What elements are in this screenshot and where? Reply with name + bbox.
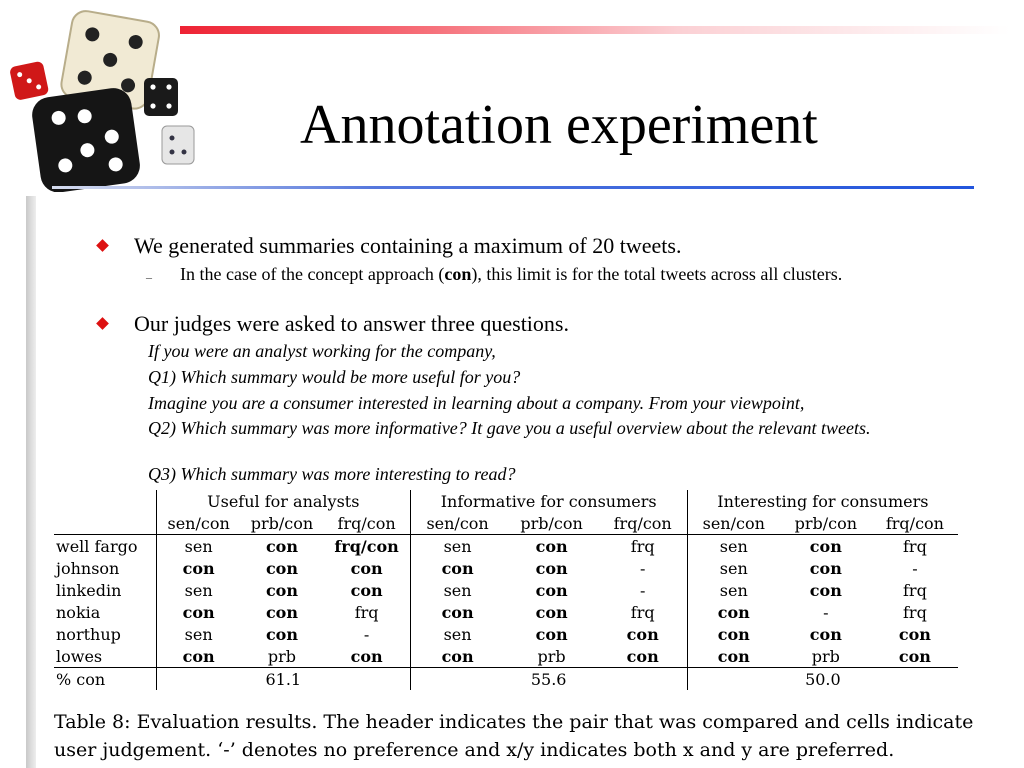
table-cell: con [599,645,688,668]
row-label: northup [56,624,121,644]
row-label: lowes [54,645,157,668]
table-cell: sen [157,623,241,645]
table-cell: con [809,580,842,600]
column-header: sen/con [410,512,505,535]
table-row [54,601,958,623]
column-header: frq/con [872,512,958,535]
table-cell: con [410,557,505,579]
slide-title: Annotation experiment [300,94,818,156]
group-header: Informative for consumers [410,490,687,512]
group-header: Useful for analysts [157,490,411,512]
left-side-bar [26,196,36,768]
table-cell: con [626,624,659,644]
table-cell: - [823,602,829,622]
bullet-1-text: We generated summaries containing a maximum of 20 tweets. [134,233,682,258]
table-cell: frq [903,602,927,622]
sub-bullet-bold: con [444,264,472,284]
table-cell: frq [903,580,927,600]
table-cell: con [410,601,505,623]
dash-bullet-icon: – [146,270,152,284]
table-row [54,579,958,601]
table-cell: sen [687,579,780,601]
table-cell: con [410,645,505,668]
dice-image [8,8,198,192]
table-cell: - [912,558,918,578]
summary-label: % con [56,669,106,689]
table-cell: prb [240,645,323,668]
table-cell: prb [505,645,599,668]
table-cell: frq [630,602,655,622]
table-cell: sen [410,623,505,645]
table-cell: con [265,536,298,556]
table-cell: con [898,624,931,644]
question-line: Q3) Which summary was more interesting to read? [148,464,516,484]
table-cell: con [809,624,842,644]
table-cell: sen [410,579,505,601]
row-label: well fargo [56,536,138,556]
table-cell: con [157,557,241,579]
table-cell: con [535,558,568,578]
column-header: frq/con [599,512,688,535]
table-cell: - [363,624,370,644]
table-cell: sen [410,535,505,558]
table-cell: con [157,645,241,668]
summary-value: 55.6 [410,668,687,691]
evaluation-table [54,490,958,690]
bullet-2 [134,311,994,337]
question-line: Q1) Which summary would be more useful for you? [148,367,521,387]
sub-bullet [180,264,920,285]
column-header: sen/con [157,512,241,535]
table-cell: con [350,558,383,578]
table-group-header [54,490,958,512]
table-cell: - [639,558,646,578]
column-header: prb/con [780,512,872,535]
summary-value: 50.0 [687,668,958,691]
table-row [54,623,958,645]
diamond-bullet-icon [96,317,109,330]
table-row [54,557,958,579]
table-column-header [54,512,958,535]
table-cell: con [687,645,780,668]
table-cell: con [687,623,780,645]
table-body [54,535,958,668]
sub-bullet-after: ), this limit is for the total tweets across all clusters. [471,264,843,284]
table-cell: frq [903,536,927,556]
table-cell: sen [157,579,241,601]
table-cell: con [265,624,298,644]
table-cell: frq [630,536,655,556]
summary-row [54,668,958,691]
table-cell: con [157,601,241,623]
row-label: nokia [56,602,101,622]
column-header: frq/con [324,512,410,535]
table-cell: prb [780,645,872,668]
table-cell: frq/con [334,536,399,556]
table-cell: sen [687,557,780,579]
bullet-2-text: Our judges were asked to answer three questions. [134,311,569,336]
table-cell: con [324,645,410,668]
question-line: Q2) Which summary was more informative? It gave you a useful overview about the relevant tweets. [148,418,871,438]
column-header: prb/con [505,512,599,535]
table-cell: - [639,580,646,600]
summary-value: 61.1 [157,668,411,691]
column-header: prb/con [240,512,323,535]
table-row [54,535,958,558]
table-cell: sen [687,535,780,558]
table-cell: con [265,580,298,600]
group-header: Interesting for consumers [687,490,958,512]
question-line: If you were an analyst working for the company, [148,341,496,361]
table-cell: con [535,602,568,622]
top-accent-rule [180,26,1010,34]
table-cell: con [350,580,383,600]
bullet-1 [134,233,994,259]
column-header: sen/con [687,512,780,535]
table-cell: con [535,536,568,556]
table-row [54,645,958,668]
question-line: Imagine you are a consumer interested in learning about a company. From your viewpoint, [148,393,805,413]
table-cell: con [809,558,842,578]
table-cell: con [535,580,568,600]
table-cell: con [535,624,568,644]
table-cell: con [265,602,298,622]
diamond-bullet-icon [96,239,109,252]
table-cell: con [265,558,298,578]
table-cell: con [687,601,780,623]
table-cell: sen [157,535,241,558]
table-cell: con [809,536,842,556]
table-cell: con [872,645,958,668]
row-label: linkedin [56,580,122,600]
row-label: johnson [56,558,120,578]
table-caption: Table 8: Evaluation results. The header indicates the pair that was compared and cells indicate user judgement. ‘-’ denotes no preference and x/y indicates both x and y are preferred. [54,711,974,761]
title-underline [52,186,974,189]
sub-bullet-before: In the case of the concept approach ( [180,264,445,284]
table-cell: frq [354,602,379,622]
